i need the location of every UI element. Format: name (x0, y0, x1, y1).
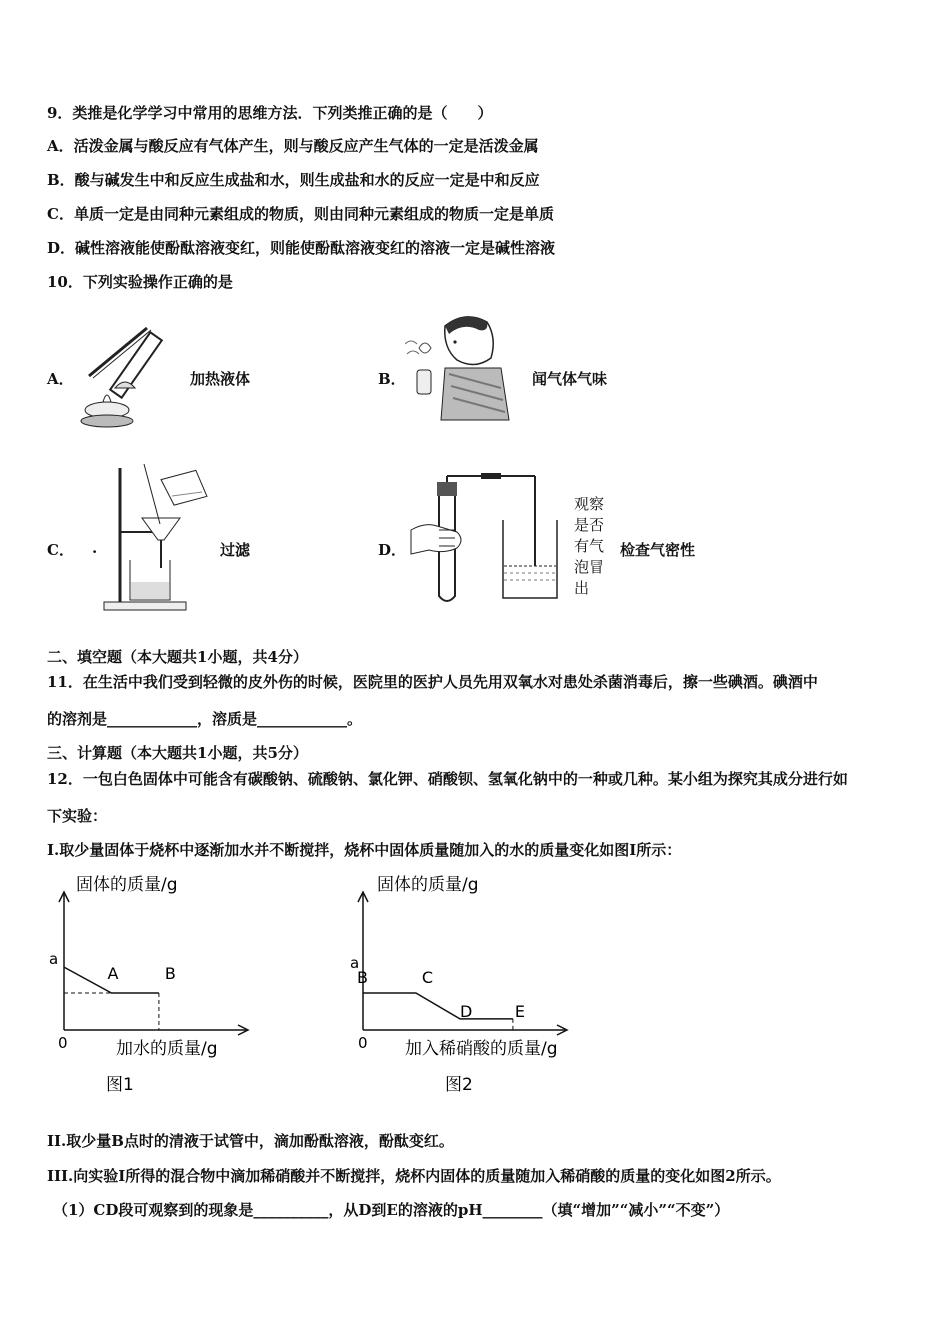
q10-option-c-caption: 过滤 (220, 541, 251, 559)
fig2-point-label-D: D (460, 1001, 473, 1021)
fig2-series-line (363, 993, 513, 1019)
q10-option-b-caption: 闻气体气味 (532, 370, 608, 388)
fig1-point-label-A: A (107, 964, 119, 984)
q10-option-b-letter: B． (378, 370, 406, 388)
q12-step2: II.取少量B点时的清液于试管中，滴加酚酞溶液，酚酞变红。 (47, 1132, 454, 1150)
q10-option-d-caption: 检查气密性 (620, 541, 696, 559)
fig1-point-label-B: B (164, 964, 176, 984)
q9-option-b: B．酸与碱发生中和反应生成盐和水，则生成盐和水的反应一定是中和反应 (47, 171, 540, 189)
fig1-xlabel: 加水的质量/g (116, 1039, 218, 1059)
q9-option-c: C．单质一定是由同种元素组成的物质，则由同种元素组成的物质一定是单质 (47, 205, 554, 223)
airtightness-figure (405, 470, 570, 610)
q12-step1: I.取少量固体于烧杯中逐渐加水并不断搅拌，烧杯中固体质量随加入的水的质量变化如图I所示： (47, 841, 682, 859)
figure2-chart (335, 870, 585, 1100)
q10-option-d-letter: D． (378, 541, 407, 559)
q12-line2: 下实验： (47, 807, 108, 825)
heating-liquid-figure (75, 318, 185, 430)
q12-line1: 12．一包白色固体中可能含有碳酸钠、硫酸钠、氯化钾、硝酸钡、氢氧化钠中的一种或几种。某小组为探究其成分进行如 (47, 770, 848, 788)
fig2-point-label-E: E (514, 1001, 526, 1021)
fig1-a-mark: a (49, 950, 59, 968)
fig1-origin: 0 (58, 1034, 68, 1052)
q9-stem: 9．类推是化学学习中常用的思维方法．下列类推正确的是（ ） (47, 104, 493, 122)
smelling-gas-figure (405, 308, 515, 426)
q10-option-a-letter: A． (47, 370, 74, 388)
fig2-point-label-C: C (421, 968, 434, 988)
q11-line2: 的溶剂是____________，溶质是____________。 (47, 710, 363, 728)
fig2-a-mark: a (350, 954, 360, 972)
fig1-ylabel: 固体的质量/g (76, 875, 178, 895)
figure1-chart (40, 870, 260, 1100)
fig2-origin: 0 (358, 1034, 368, 1052)
fig2-xlabel: 加入稀硝酸的质量/g (405, 1039, 558, 1059)
q12-sub1: （1）CD段可观察到的现象是__________，从D到E的溶液的pH________（填“增加”“减小”“不变”） (53, 1201, 730, 1219)
q10-stem: 10．下列实验操作正确的是 (47, 273, 233, 291)
q10-option-a-caption: 加热液体 (190, 370, 251, 388)
q11-line1: 11．在生活中我们受到轻微的皮外伤的时候，医院里的医护人员先用双氧水对患处杀菌消毒后，擦一些碘酒。碘酒中 (47, 673, 818, 691)
filtration-figure (100, 460, 212, 616)
section3-title: 三、计算题（本大题共1小题，共5分） (47, 744, 308, 762)
q9-option-d: D．碱性溶液能使酚酞溶液变红，则能使酚酞溶液变红的溶液一定是碱性溶液 (47, 239, 556, 257)
q12-step3: III.向实验I所得的混合物中滴加稀硝酸并不断搅拌，烧杯内固体的质量随加入稀硝酸的质量的变化如图2所示。 (47, 1167, 781, 1185)
fig2-point-label-B: B (357, 968, 368, 988)
q10-option-c-letter: C． (47, 541, 74, 559)
section2-title: 二、填空题（本大题共1小题，共4分） (47, 648, 308, 666)
q9-option-a: A．活泼金属与酸反应有气体产生，则与酸反应产生气体的一定是活泼金属 (47, 137, 539, 155)
fig2-ylabel: 固体的质量/g (377, 875, 479, 895)
fig2-title: 图2 (445, 1075, 473, 1095)
observe-bubbles-note: 观察 是否 有气 泡冒 出 (574, 495, 605, 597)
fig1-title: 图1 (106, 1075, 134, 1095)
